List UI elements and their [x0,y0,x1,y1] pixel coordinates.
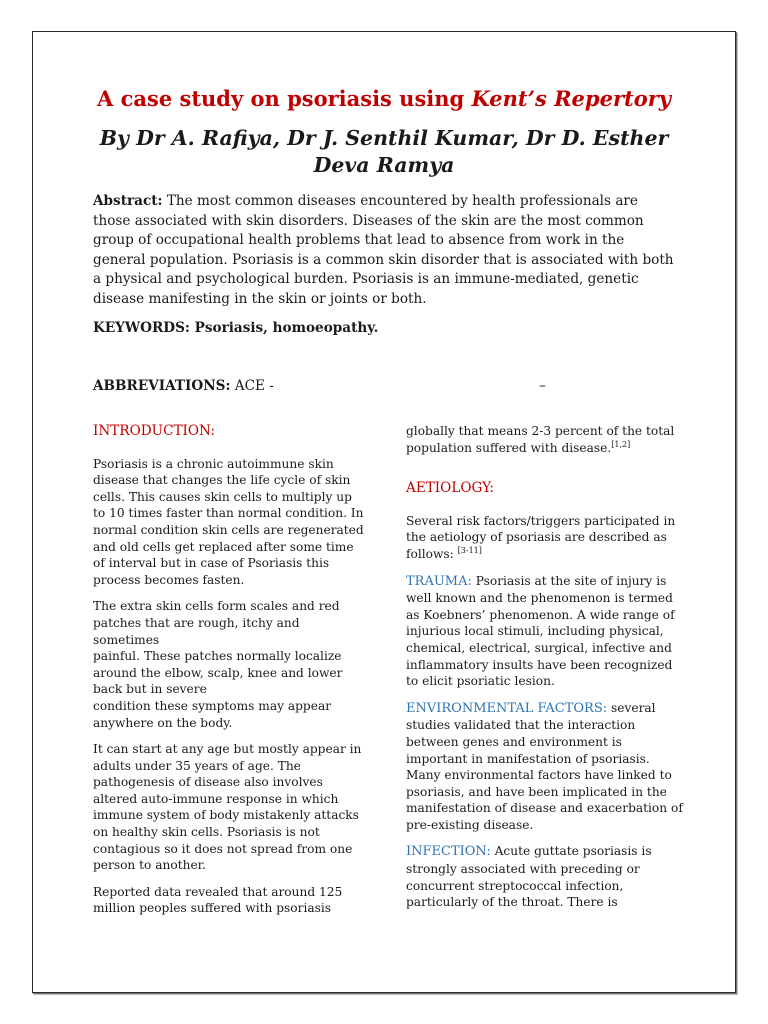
title-main: A case study on psoriasis using [97,86,472,111]
environmental-paragraph: ENVIRONMENTAL FACTORS: several studies validated that the interaction between genes and environment is important in manifestation of psoriasis. Many environmental factors have linked to psoriasis, and have been implicated in the manifestation of disease and exacerbation of pre-existing disease. [406,700,683,832]
intro-paragraph-3: It can start at any age but mostly appear in adults under 35 years of age. The pathogenesis of disease also involves altered auto-immune response in which immune system of body mistakenly attacks on healthy skin cells. Psoriasis is not contagious so it does not spread from one person to another. [93,742,362,873]
trauma-label: TRAUMA: [406,573,472,589]
keywords: KEYWORDS: Psoriasis, homoeopathy. [93,320,379,336]
intro-paragraph-4: Reported data revealed that around 125 million peoples suffered with psoriasis [93,884,343,916]
right-column [406,423,686,921]
citation-1-2: [1,2] [611,439,631,449]
intro-paragraph-2a: The extra skin cells form scales and red patches that are rough, itchy and sometimes [93,599,340,647]
intro-paragraph-2b: painful. These patches normally localize around the elbow, scalp, knee and lower back but in severe [93,649,343,697]
abstract-label: Abstract: [93,193,163,209]
left-column [93,423,365,927]
trauma-paragraph: TRAUMA: Psoriasis at the site of injury is well known and the phenomenon is termed as Koebners’ phenomenon. A wide range of injurious local stimuli, including physical, chemical, electrical, surgical, infective and inflammatory insults have been recognized to elicit psoriatic lesion. [406,573,675,689]
title-italic: Kent’s Repertory [471,86,671,111]
abbreviations-value: ACE - [230,378,274,394]
intro-paragraph-1: Psoriasis is a chronic autoimmune skin disease that changes the life cycle of skin cells. This causes skin cells to multiply up to 10 times faster than normal condition. In normal condition skin cells are regenerated and old cells get replaced after some time of interval but in case of Psoriasis this process becomes fasten. [93,456,364,587]
aetiology-heading: AETIOLOGY: [406,480,494,497]
intro-paragraph-2c: condition these symptoms may appear anywhere on the body. [93,698,332,730]
author-list: By Dr A. Rafiya, Dr J. Senthil Kumar, Dr D. Esther Deva Ramya [99,126,669,177]
infection-paragraph: INFECTION: Acute guttate psoriasis is strongly associated with preceding or concurrent streptococcal infection, particularly of the throat. There is [406,844,652,910]
abbreviations-label: ABBREVIATIONS: [93,378,231,394]
introduction-heading: INTRODUCTION: [93,423,216,439]
citation-3-11: [3-11] [457,545,482,555]
aetiology-intro: Several risk factors/triggers participated in the aetiology of psoriasis are described as follows: [3-11] [406,513,676,561]
document-title [0,86,768,111]
abbreviations-dash: – [539,378,546,394]
abstract [93,192,677,310]
environmental-label: ENVIRONMENTAL FACTORS: [406,700,608,716]
abstract-text: The most common diseases encountered by health professionals are those associated with skin disorders. Diseases of the skin are the most common group of occupational health problems that lead to absence from work in the general population. Psoriasis is a common skin disorder that is associated with both a physical and psychological burden. Psoriasis is an immune-mediated, genetic disease manifesting in the skin or joints or both. [93,193,674,307]
abbreviations [93,377,653,397]
infection-label: INFECTION: [406,844,491,860]
intro-paragraph-continued: globally that means 2-3 percent of the total population suffered with disease.[1,2] [406,424,675,455]
